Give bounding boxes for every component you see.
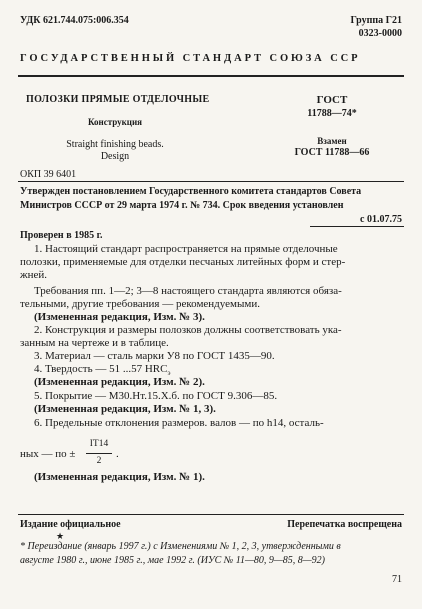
- replaces-number: ГОСТ 11788—66: [294, 147, 370, 158]
- group-label: Группа Г21: [350, 15, 402, 26]
- document-title: ПОЛОЗКИ ПРЯМЫЕ ОТДЕЛОЧНЫЕ: [26, 94, 210, 105]
- amendment-note-3: (Измененная редакция, Изм. № 3).: [34, 311, 205, 323]
- fraction-denominator: 2: [96, 456, 102, 466]
- paragraph-6-line-2-end: .: [116, 448, 119, 460]
- paragraph-6-line-1: 6. Предельные отклонения размеров. валов — по h14, осталь-: [34, 417, 324, 429]
- english-subtitle: Design: [100, 151, 130, 162]
- approval-line-1: Утвержден постановлением Государственного комитета стандартов Совета: [20, 186, 362, 197]
- approval-underline: [310, 226, 404, 227]
- footer-rule: [18, 514, 404, 515]
- fraction-bar: [86, 453, 112, 454]
- reissue-note-line-1: * Переиздание (январь 1997 г.) с Изменениями № 1, 2, 3, утвержденными в: [20, 541, 341, 552]
- amendment-note-2: (Измененная редакция, Изм. № 2).: [34, 376, 205, 388]
- page-number: 71: [392, 574, 402, 585]
- checked-note: Проверен в 1985 г.: [20, 230, 103, 241]
- official-edition: Издание официальное: [20, 519, 121, 530]
- gost-number: 11788—74*: [307, 108, 357, 119]
- requirements-line-2: тельными, другие требования — рекомендуемыми.: [20, 298, 260, 310]
- paragraph-2-line-1: 2. Конструкция и размеры полозков должны соответствовать ука-: [34, 324, 342, 336]
- fraction-numerator: IT14: [89, 439, 109, 449]
- requirements-line-1: Требования пп. 1—2; 3—8 настоящего стандарта являются обяза-: [34, 285, 342, 297]
- hardness-subscript: э: [167, 369, 171, 378]
- header-rule: [18, 75, 404, 77]
- hardness-text: 4. Твердость — 51 ...57 HRC: [34, 363, 168, 375]
- udk-code: УДК 621.744.075:006.354: [20, 15, 129, 26]
- star-icon: ★: [56, 531, 65, 541]
- english-title: Straight finishing beads.: [66, 139, 164, 150]
- paragraph-6-line-2: ных — по ±: [20, 448, 76, 460]
- amendment-note-1-3: (Измененная редакция, Изм. № 1, 3).: [34, 403, 216, 415]
- okp-number: ОКП 39 6401: [20, 169, 77, 180]
- reissue-note-line-2: августе 1980 г., июне 1985 г., мае 1992 г. (ИУС № 11—80, 9—85, 8—92): [20, 555, 325, 566]
- paragraph-1-line-3: жней.: [20, 269, 48, 281]
- approval-line-3: с 01.07.75: [360, 214, 402, 225]
- paragraph-5: 5. Покрытие — М30.Нт.15.Х.б. по ГОСТ 9.306—85.: [34, 390, 278, 402]
- paragraph-1-line-1: 1. Настоящий стандарт распространяется на прямые отделочные: [34, 243, 338, 255]
- replaces-label: Взамен: [317, 136, 347, 146]
- title-rule: [18, 181, 404, 182]
- reprint-prohibited: Перепечатка воспрещена: [287, 519, 402, 530]
- paragraph-2-line-2: занным на чертеже и в таблице.: [20, 337, 169, 349]
- paragraph-1-line-2: полозки, применяемые для отделки песчаных литейных форм и стер-: [20, 256, 346, 268]
- amendment-note-1: (Измененная редакция, Изм. № 1).: [34, 471, 205, 483]
- okp-code-top: 0323-0000: [358, 28, 402, 39]
- paragraph-3: 3. Материал — сталь марки У8 по ГОСТ 1435—90.: [34, 350, 275, 362]
- document-subtitle: Конструкция: [87, 117, 143, 127]
- approval-line-2: Министров СССР от 29 марта 1974 г. № 734. Срок введения установлен: [20, 200, 344, 211]
- state-standard-title: ГОСУДАРСТВЕННЫЙ СТАНДАРТ СОЮЗА ССР: [20, 53, 361, 64]
- gost-label: ГОСТ: [316, 94, 348, 106]
